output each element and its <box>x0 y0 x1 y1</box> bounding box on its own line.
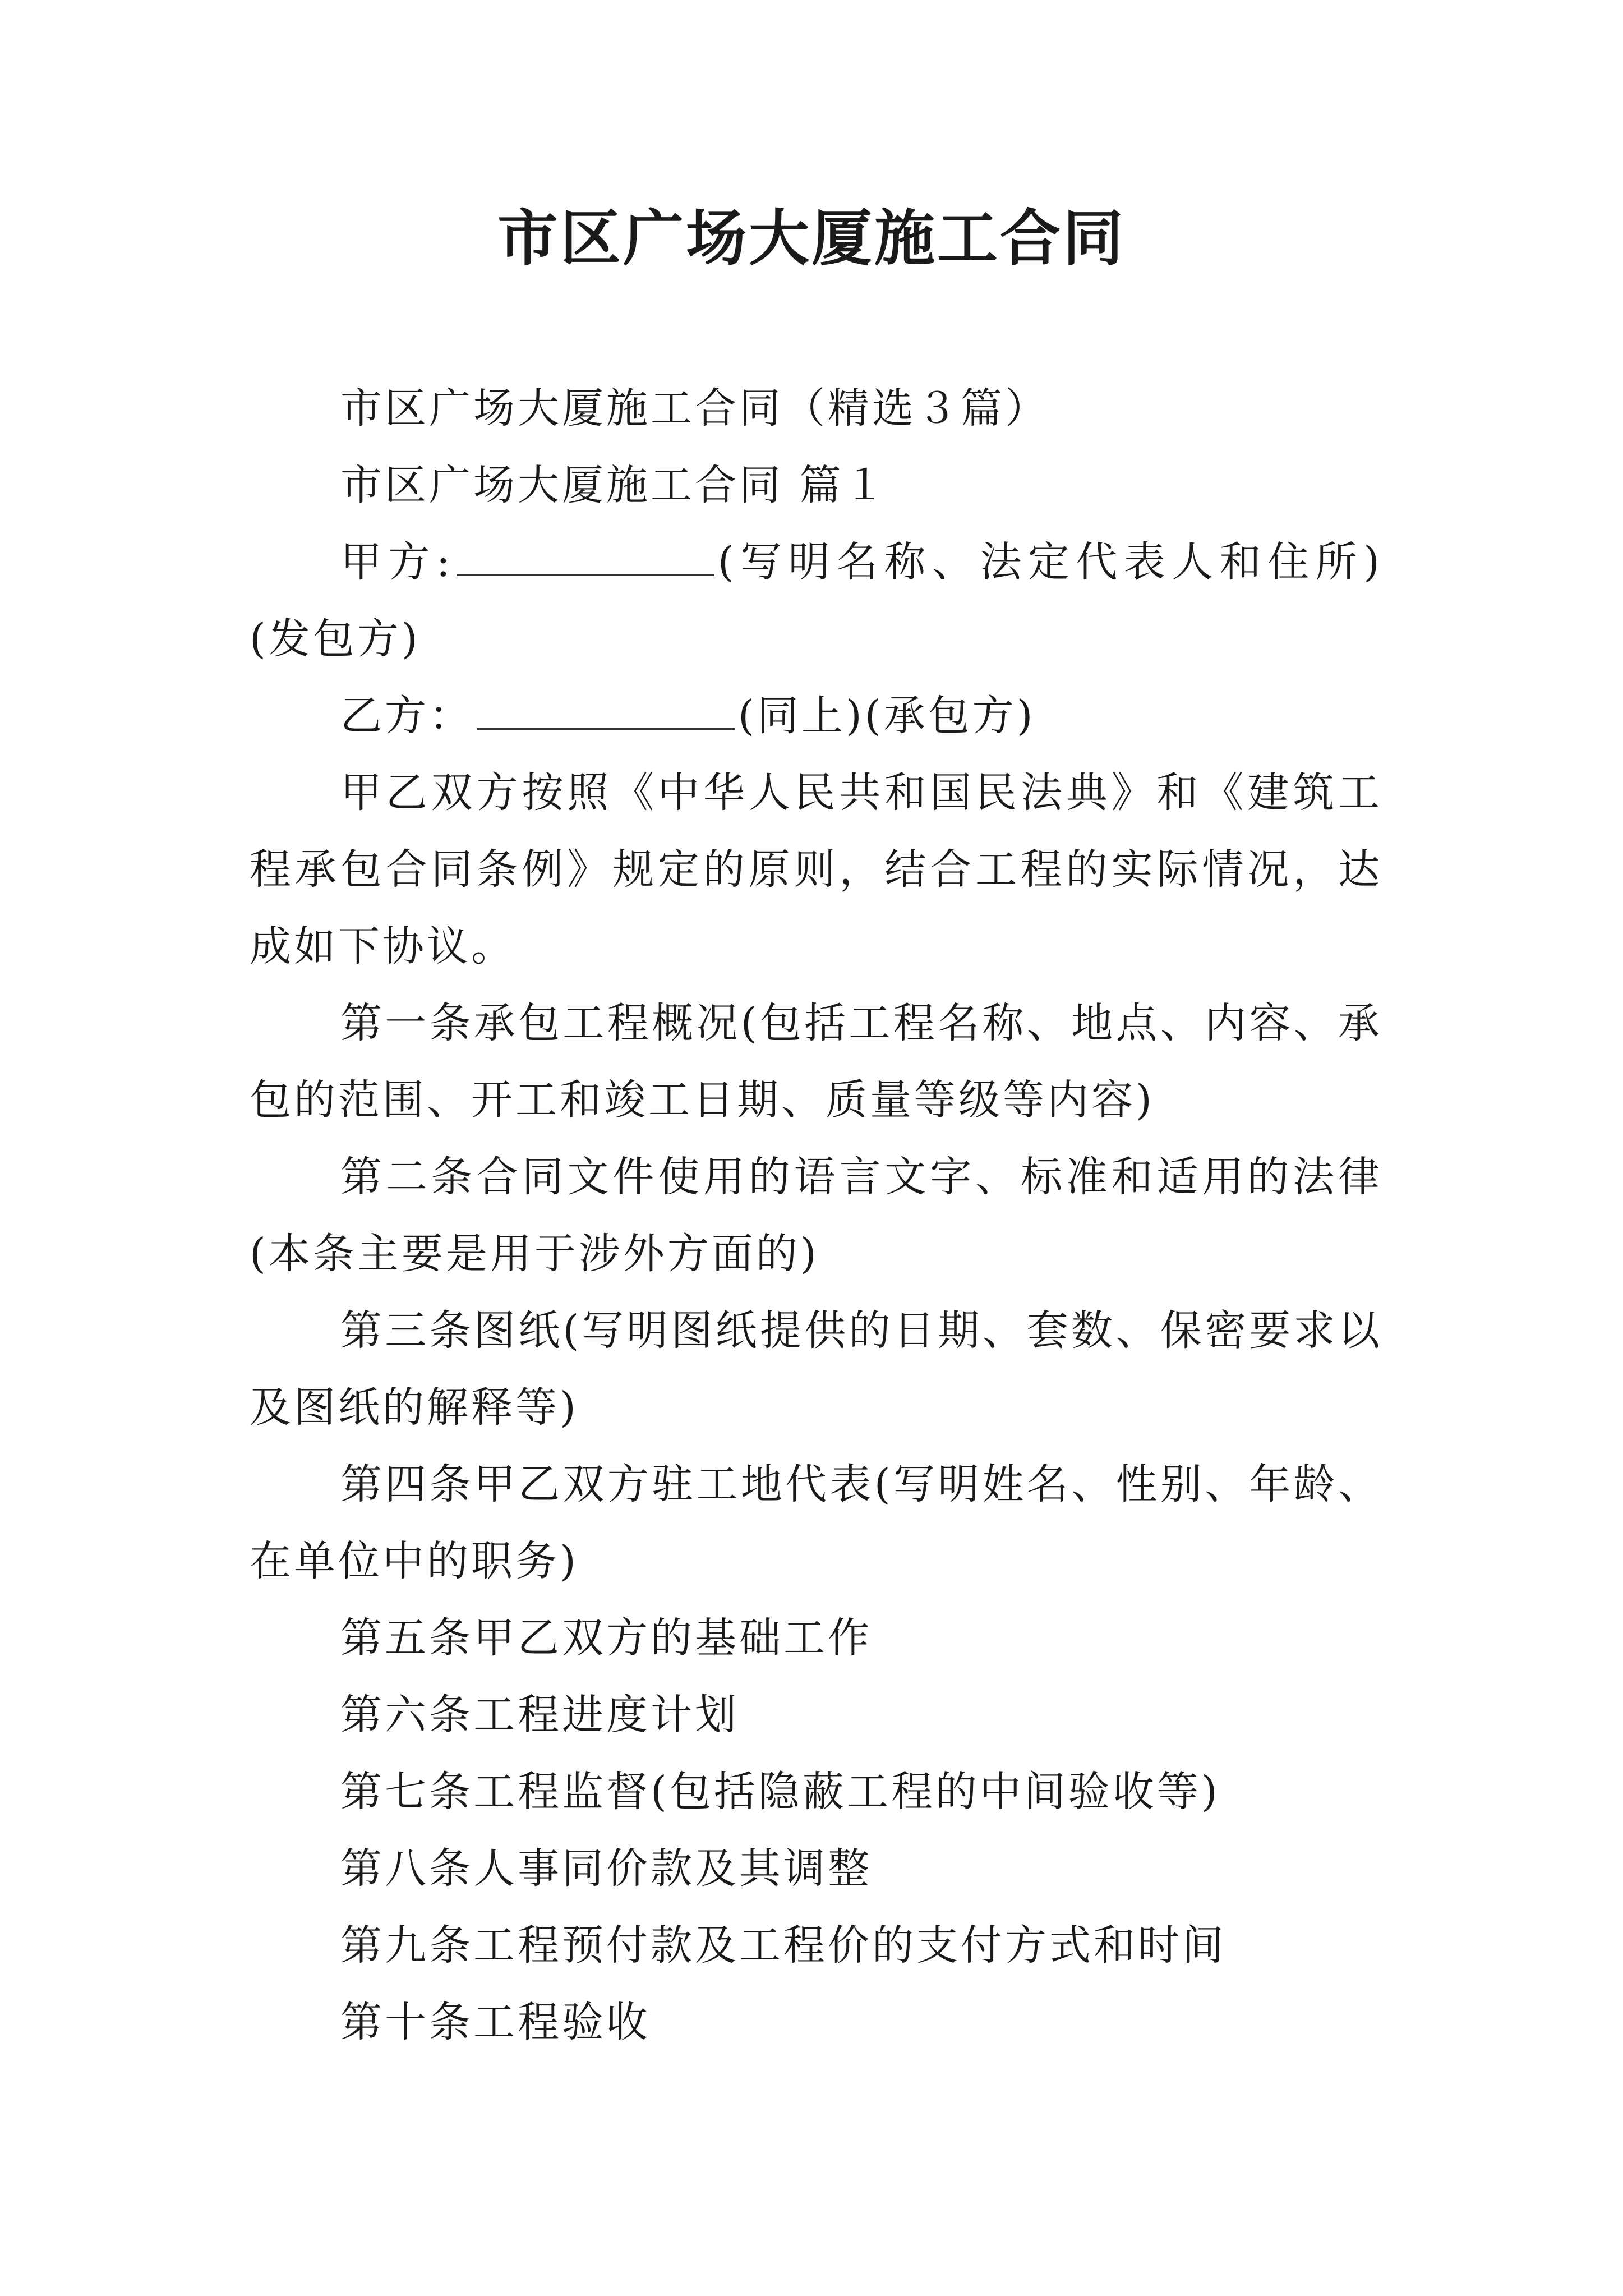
party-b-label: 乙方： <box>340 692 473 740</box>
article-2: 第二条合同文件使用的语言文字、标准和适用的法律(本条主要是用于涉外方面的) <box>250 1153 1382 1278</box>
article-4: 第四条甲乙双方驻工地代表(写明姓名、性别、年龄、在单位中的职务) <box>250 1460 1382 1585</box>
party-a-blank <box>457 541 714 576</box>
party-a-note: (写明名称、法定代表人和住所)(发包方) <box>250 538 1382 663</box>
document-body <box>250 370 1382 2061</box>
article-5: 第五条甲乙双方的基础工作 <box>340 1614 872 1662</box>
subtitle: 市区广场大厦施工合同（精选３篇） <box>340 384 1049 432</box>
party-b-blank <box>477 694 735 730</box>
article-8: 第八条人事同价款及其调整 <box>340 1844 872 1893</box>
party-a-line <box>250 524 1382 678</box>
party-a-label: 甲方: <box>340 538 453 586</box>
party-b-note: (同上)(承包方) <box>738 692 1036 740</box>
document-title: 市区广场大厦施工合同 <box>497 203 1126 274</box>
article-1: 第一条承包工程概况(包括工程名称、地点、内容、承包的范围、开工和竣工日期、质量等级等内容) <box>250 999 1382 1124</box>
preamble: 甲乙双方按照《中华人民共和国民法典》和《建筑工程承包合同条例》规定的原则，结合工程的实际情况，达成如下协议。 <box>250 769 1382 970</box>
article-10: 第十条工程验收 <box>340 1998 651 2046</box>
party-b-line <box>250 678 1382 754</box>
article-3: 第三条图纸(写明图纸提供的日期、套数、保密要求以及图纸的解释等) <box>250 1306 1382 1432</box>
article-7: 第七条工程监督(包括隐蔽工程的中间验收等) <box>340 1768 1220 1816</box>
part-heading: 市区广场大厦施工合同 篇１ <box>340 461 888 509</box>
article-9: 第九条工程预付款及工程价的支付方式和时间 <box>340 1921 1227 1970</box>
article-6: 第六条工程进度计划 <box>340 1691 739 1739</box>
